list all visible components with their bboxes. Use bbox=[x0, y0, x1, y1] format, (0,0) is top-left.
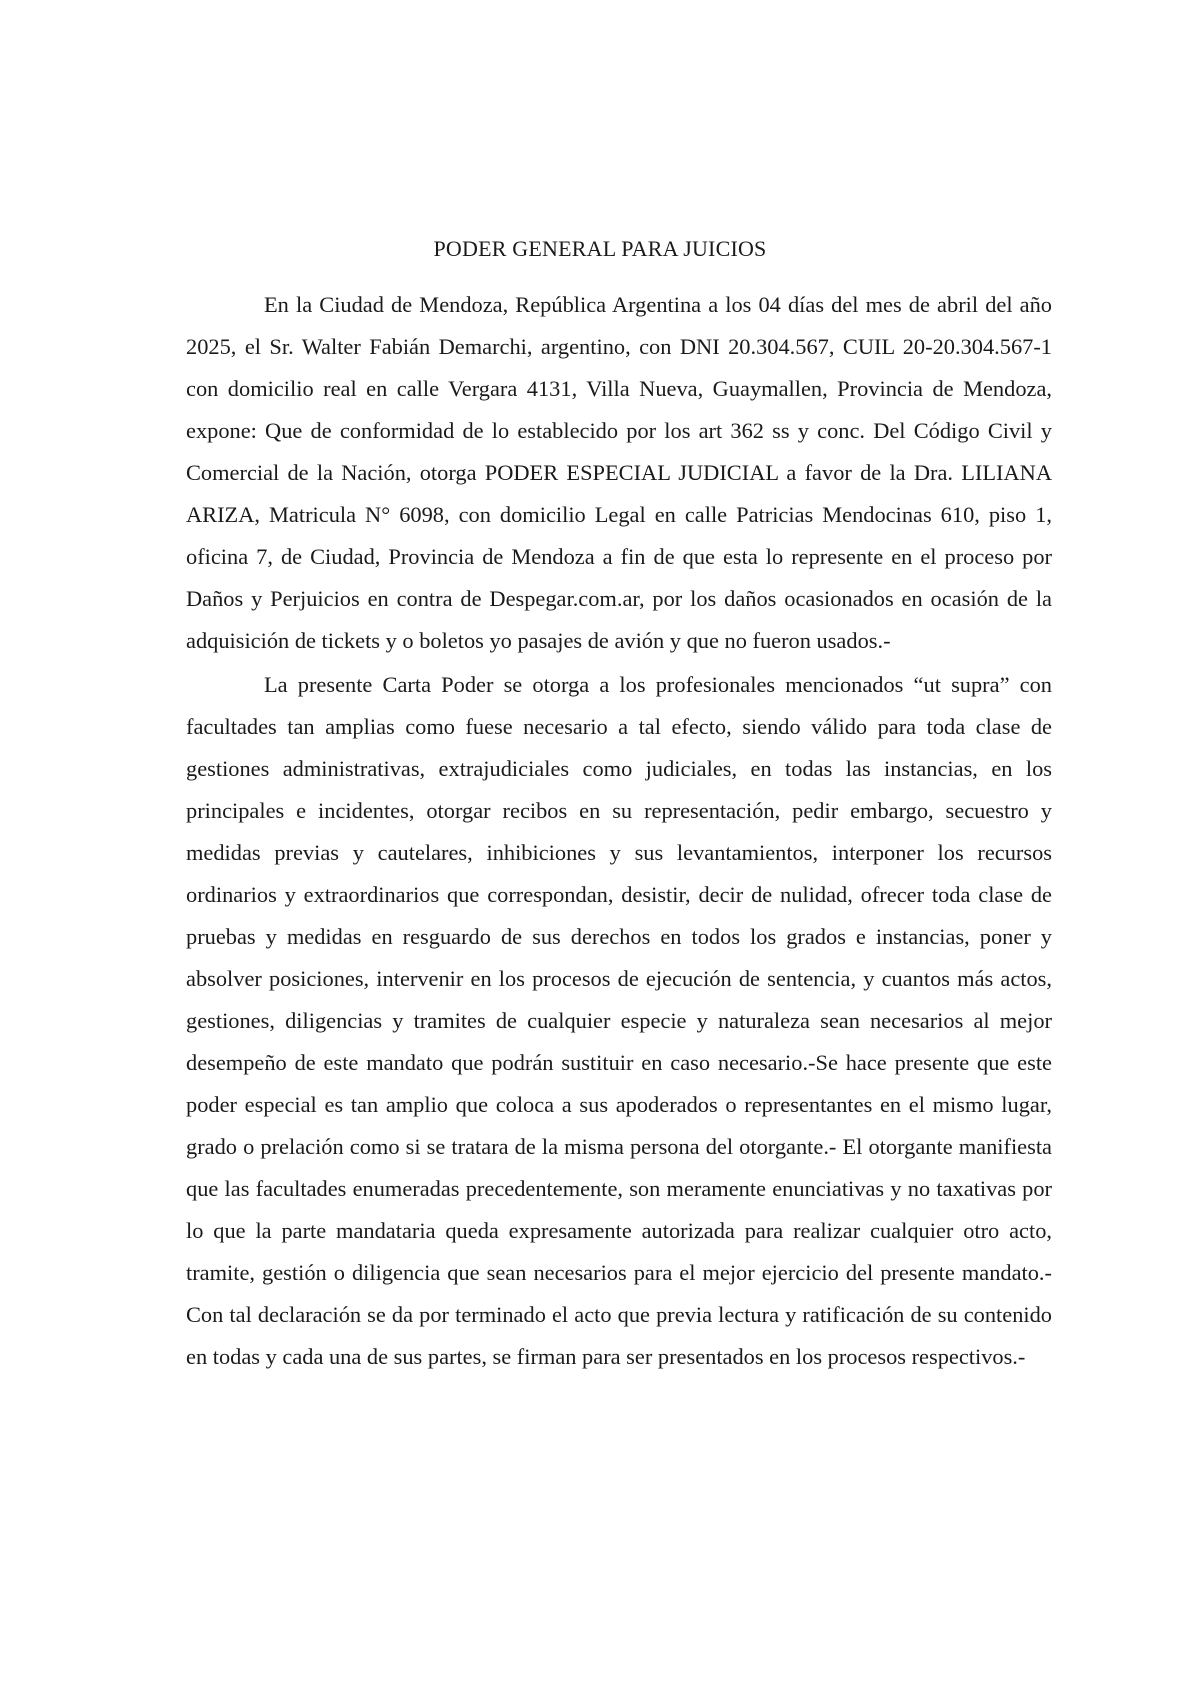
paragraph-grant-of-power: En la Ciudad de Mendoza, República Argentina a los 04 días del mes de abril del año 2025, el Sr. Walter Fabián Demarchi, argentino, con DNI 20.304.567, CUIL 20-20.304.567-1 con domicilio real en calle Vergara 4131, Villa Nueva, Guaymallen, Provincia de Mendoza, expone: Que de conformidad de lo establecido por los art 362 ss y conc. Del Código Civil y Comercial de la Nación, otorga PODER ESPECIAL JUDICIAL a favor de la Dra. LILIANA ARIZA, Matricula N° 6098, con domicilio Legal en calle Patricias Mendocinas 610, piso 1, oficina 7, de Ciudad, Provincia de Mendoza a fin de que esta lo represente en el proceso por Daños y Perjuicios en contra de Despegar.com.ar, por los daños ocasionados en ocasión de la adquisición de tickets y o boletos yo pasajes de avión y que no fueron usados.- bbox=[186, 292, 1052, 653]
document-title: PODER GENERAL PARA JUICIOS bbox=[433, 236, 767, 261]
document-body bbox=[186, 284, 1052, 1378]
paragraph-powers-granted: La presente Carta Poder se otorga a los profesionales mencionados “ut supra” con facultades tan amplias como fuese necesario a tal efecto, siendo válido para toda clase de gestiones administrativas, extrajudiciales como judiciales, en todas las instancias, en los principales e incidentes, otorgar recibos en su representación, pedir embargo, secuestro y medidas previas y cautelares, inhibiciones y sus levantamientos, interponer los recursos ordinarios y extraordinarios que correspondan, desistir, decir de nulidad, ofrecer toda clase de pruebas y medidas en resguardo de sus derechos en todos los grados e instancias, poner y absolver posiciones, intervenir en los procesos de ejecución de sentencia, y cuantos más actos, gestiones, diligencias y tramites de cualquier especie y naturaleza sean necesarios al mejor desempeño de este mandato que podrán sustituir en caso necesario.-Se hace presente que este poder especial es tan amplio que coloca a sus apoderados o representantes en el mismo lugar, grado o prelación como si se tratara de la misma persona del otorgante.- El otorgante manifiesta que las facultades enumeradas precedentemente, son meramente enunciativas y no taxativas por lo que la parte mandataria queda expresamente autorizada para realizar cualquier otro acto, tramite, gestión o diligencia que sean necesarios para el mejor ejercicio del presente mandato.- Con tal declaración se da por terminado el acto que previa lectura y ratificación de su contenido en todas y cada una de sus partes, se firman para ser presentados en los procesos respectivos.- bbox=[186, 672, 1052, 1369]
